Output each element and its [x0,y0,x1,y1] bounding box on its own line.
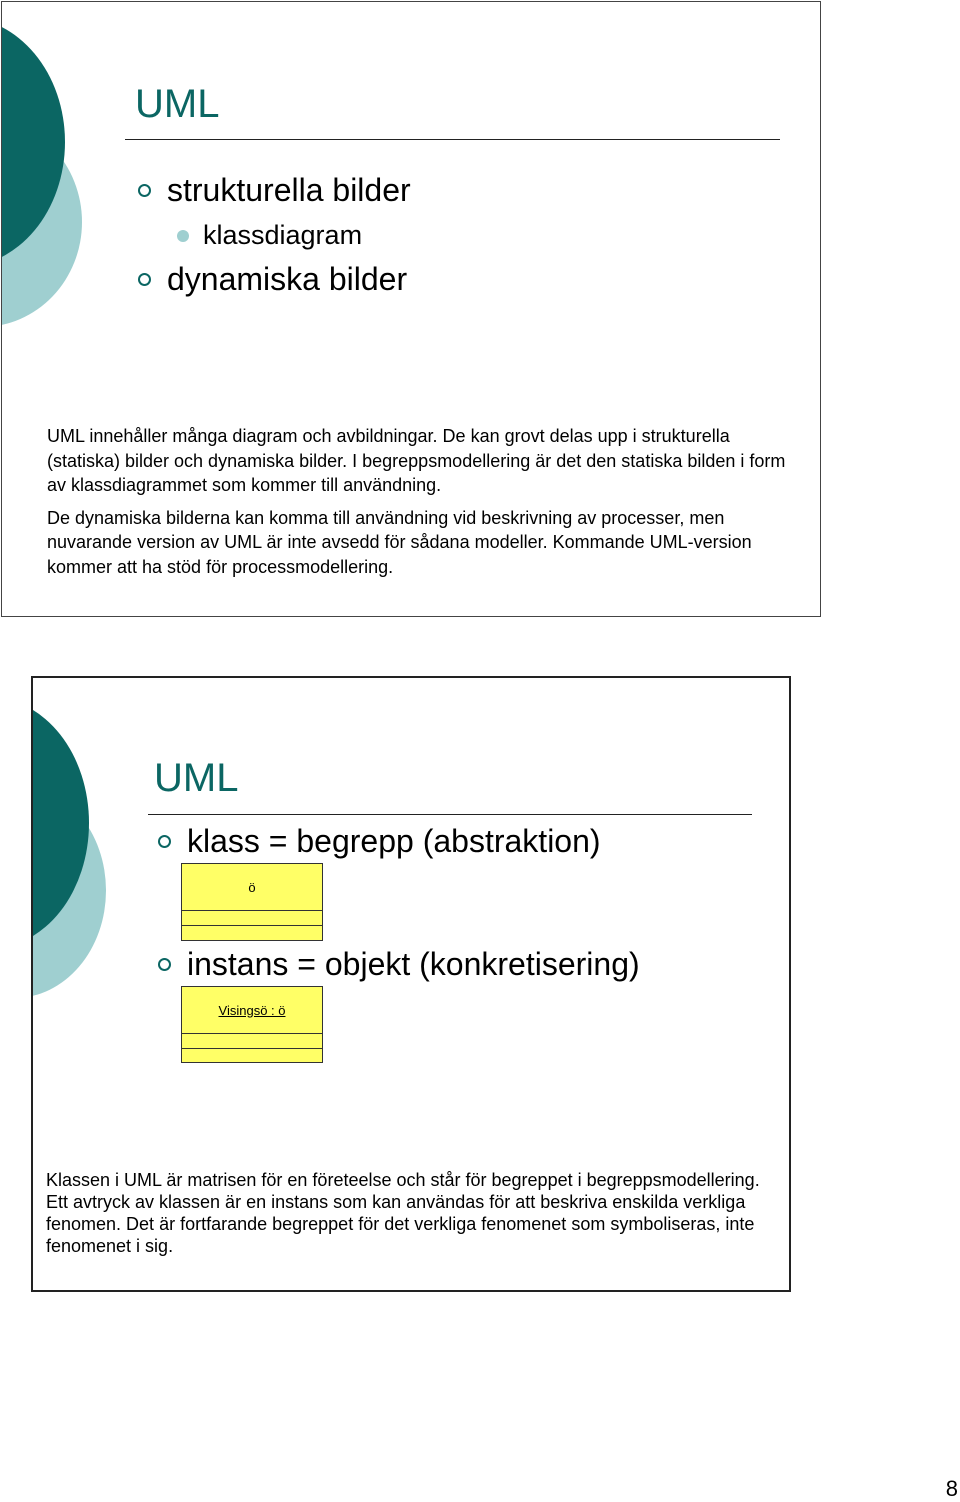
uml-instance-box [181,986,323,1063]
title-rule [125,139,780,140]
ring-bullet-icon [138,273,151,286]
bullet-text: klassdiagram [203,220,363,250]
bullet-text: instans = objekt (konkretisering) [187,946,640,982]
bullet-text: klass = begrepp (abstraktion) [187,823,601,859]
bullet-text: dynamiska bilder [167,261,408,297]
bullet-dynamiska-bilder [138,261,407,298]
uml-compartment-divider [182,925,322,926]
uml-class-box [181,863,323,941]
uml-instance-name: Visingsö : ö [218,1002,286,1018]
slide-2 [31,676,791,1292]
uml-compartment-divider [182,910,322,911]
slide-2-notes [46,1169,776,1257]
notes-paragraph: Klassen i UML är matrisen för en företeelse och står för begreppet i begreppsmodellering. Ett avtryck av klassen är en instans som kan användas för att beskriva enskilda verkliga fenomen. Det är fortfarande begreppet för det verkliga fenomenet som symboliseras, inte fenomenet i sig. [46,1170,760,1256]
bullet-klass [158,823,601,860]
ring-bullet-icon [158,958,171,971]
slide-1-title: UML [135,82,220,126]
page-number: 8 [945,1476,958,1501]
ring-bullet-icon [138,184,151,197]
slide-1-notes [47,424,787,579]
slide-2-title: UML [154,756,239,800]
title-rule [148,814,752,815]
ring-bullet-icon [158,835,171,848]
bullet-instans [158,946,640,983]
notes-paragraph: UML innehåller många diagram och avbildningar. De kan grovt delas upp i strukturella (statiska) bilder och dynamiska bilder. I begreppsmodellering är det den statiska bilden i form av klassdiagrammet som kommer till användning. [47,426,786,495]
bullet-text: strukturella bilder [167,172,411,208]
uml-compartment-divider [182,1033,322,1034]
uml-compartment-divider [182,1048,322,1049]
slide-1 [1,1,821,617]
uml-class-name: ö [248,879,256,895]
notes-paragraph: De dynamiska bilderna kan komma till användning vid beskrivning av processer, men nuvarande version av UML är inte avsedd för sådana modeller. Kommande UML-version kommer att ha stöd för processmodellering. [47,507,752,577]
dot-bullet-icon [177,230,189,242]
bullet-strukturella-bilder [138,172,411,209]
sub-bullet-klassdiagram [177,220,362,251]
